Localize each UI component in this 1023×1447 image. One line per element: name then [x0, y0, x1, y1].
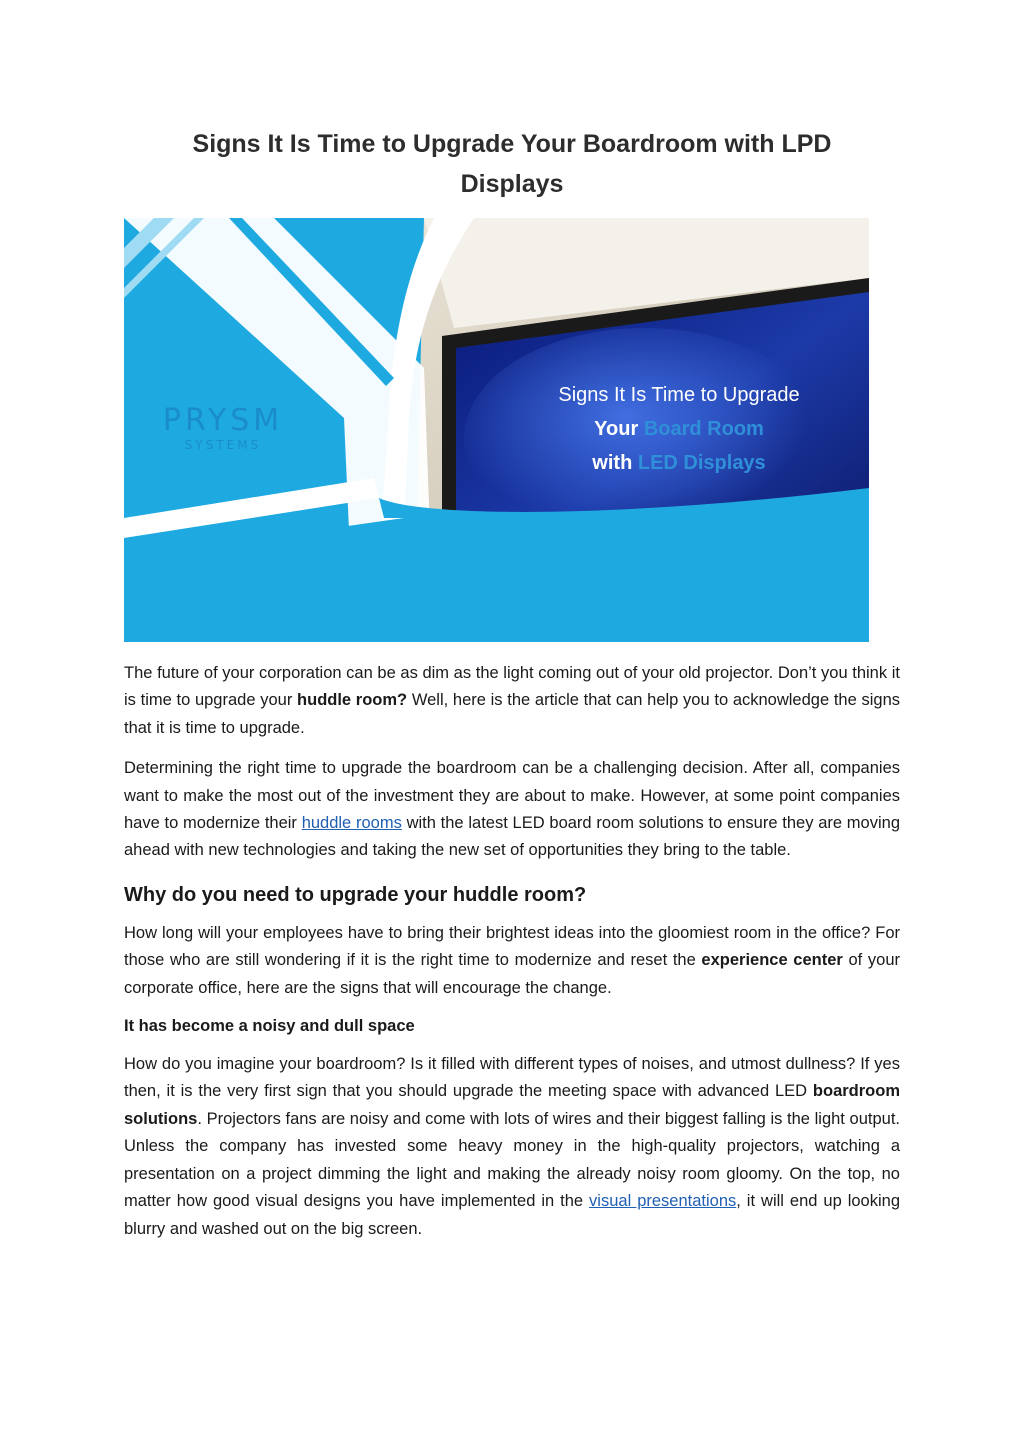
para2-text-a: Determining the right time to upgrade the boardroom can be a challenging decision. After all, companies want to make the most out of the investment they are about to make. However, at some point companies have to modernize their	[124, 759, 900, 833]
paragraph-2	[124, 755, 900, 865]
document-page	[124, 0, 900, 1243]
page-title: Signs It Is Time to Upgrade Your Boardroom with LPD Displays	[192, 130, 832, 198]
para2-text-c: with the latest LED board room solutions to ensure they are moving ahead with new technologies and taking the new set of opportunities they bring to the table.	[124, 814, 900, 860]
screen-line-1: Signs It Is Time to Upgrade	[558, 384, 800, 406]
screen-line-3	[494, 446, 864, 480]
para3-text-c: of your corporate office, here are the signs that will encourage the change.	[124, 951, 900, 997]
para4-text-c: . Projectors fans are noisy and come with lots of wires and their biggest falling is the light output. Unless the company has invested some heavy money in the high-quality projectors, watching a presentation on a project dimming the light and making the already noisy room gloomy. On the top, no matter how good visual designs you have implemented in the	[124, 1109, 900, 1211]
huddle-rooms-link[interactable]: huddle rooms	[301, 814, 402, 833]
screen-line-3-a: with	[592, 452, 633, 474]
para4-text-d: , it will end up looking blurry and washed out on the big screen.	[124, 1192, 900, 1238]
intro-text-a: The future of your corporation can be as dim as the light coming out of your old projector. Don’t you think it is time to upgrade your	[124, 664, 900, 710]
paragraph-4	[124, 1051, 900, 1243]
intro-text-c: Well, here is the article that can help you to acknowledge the signs that it is time to upgrade.	[124, 691, 901, 737]
screen-line-2	[494, 412, 864, 446]
section-heading: Why do you need to upgrade your huddle room?	[124, 883, 587, 906]
para4-bold: boardroom solutions	[124, 1082, 900, 1128]
para3-text-a: How long will your employees have to bring their brightest ideas into the gloomiest room in the office? For those who are still wondering if it is the right time to modernize and reset the	[124, 923, 900, 970]
screen-line-3-b: LED Displays	[637, 452, 766, 474]
screen-line-2-a: Your	[594, 418, 639, 440]
intro-paragraph	[124, 660, 900, 742]
para4-text-a: How do you imagine your boardroom? Is it filled with different types of noises, and utmost dullness? If yes then, it is the very first sign that you should upgrade the meeting space with advanced LED	[124, 1055, 900, 1101]
paragraph-3	[124, 920, 900, 1002]
prysm-logo	[138, 404, 308, 452]
screen-line-2-b: Board Room	[643, 418, 764, 440]
subsection-heading: It has become a noisy and dull space	[124, 1017, 415, 1036]
hero-image	[124, 218, 869, 642]
intro-bold: huddle room?	[297, 691, 408, 710]
logo-sub-text: SYSTEMS	[184, 438, 262, 452]
screen-caption	[494, 378, 864, 480]
logo-main-text: PRYSM	[162, 403, 284, 438]
visual-presentations-link[interactable]: visual presentations	[589, 1192, 737, 1211]
para3-bold: experience center	[701, 951, 843, 970]
